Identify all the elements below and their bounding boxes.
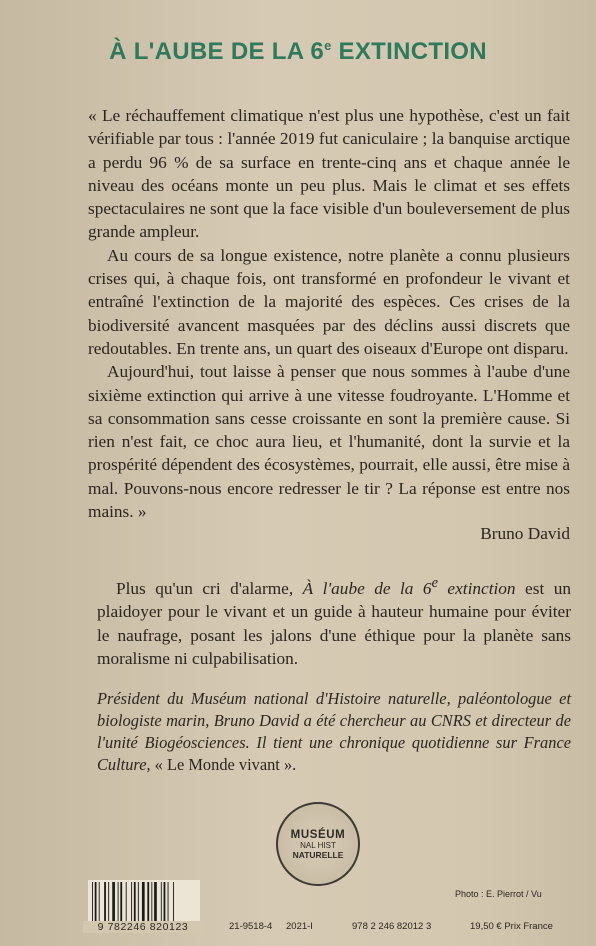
barcode-bar <box>104 882 106 926</box>
barcode-bar <box>161 882 162 926</box>
seal-line-2: NAL HIST <box>300 840 336 850</box>
blurb-paragraph <box>97 572 571 671</box>
bio-text: Président du Muséum national d'Histoire naturelle, paléontologue et biologiste marin, Bruno David a été chercheur au CNRS et directeur de l'unité Biogéosciences. Il tient une chronique quotidienne sur France Culture, <box>97 689 571 774</box>
museum-seal-logo <box>276 802 360 886</box>
blurb-book-title <box>302 575 516 598</box>
quote-block <box>88 104 570 523</box>
barcode-bar <box>126 882 127 926</box>
barcode-bar <box>168 882 169 926</box>
barcode-bar <box>131 882 132 926</box>
bio-show-name: « Le Monde vivant » <box>154 755 293 774</box>
barcode-bar <box>142 882 145 926</box>
barcode-bar <box>151 882 152 926</box>
edition-code: 2021-I <box>286 921 313 932</box>
barcode-bar <box>108 882 109 926</box>
barcode-bar <box>164 882 166 926</box>
isbn: 978 2 246 82012 3 <box>352 921 432 932</box>
title-superscript: e <box>324 38 332 53</box>
seal-line-3: NATURELLE <box>292 849 344 860</box>
price: 19,50 € Prix France <box>470 921 553 932</box>
seal-line-1: MUSÉUM <box>290 828 346 841</box>
barcode-bar <box>120 882 122 926</box>
quote-author: Bruno David <box>480 524 570 543</box>
barcode-bar <box>112 882 115 926</box>
photo-credit: Photo : E. Pierrot / Vu <box>455 889 542 899</box>
barcode-number: 9 782246 820123 <box>83 921 203 933</box>
barcode-bar <box>138 882 139 926</box>
barcode-bar <box>154 882 157 926</box>
blurb-book-title-text: À l'aube de la 6 <box>302 578 432 598</box>
title-text: À L'AUBE DE LA 6 <box>109 38 325 65</box>
barcode-bar <box>95 882 97 926</box>
quote-paragraph-3: Aujourd'hui, tout laisse à penser que nous sommes à l'aube d'une sixième extinction qui arrive à une vitesse foudroyante. L'Homme et sa consommation sans cesse croissante en sont la première cause. Si rien n'est fait, ce choc aura lieu, et l'humanité, dont la survie et la prospérité dépendent des écosystèmes, pourrait, elle aussi, être mise à mal. Pouvons-nous encore redresser le tir ? La réponse est entre nos mains. » <box>88 362 570 522</box>
barcode-bar <box>99 882 100 926</box>
barcode-bar <box>118 882 119 926</box>
quote-paragraph-1: « Le réchauffement climatique n'est plus une hypothèse, c'est un fait vérifiable par tous : l'année 2019 fut caniculaire ; la banquise arctique a perdu 96 % de sa surface en trente-cinq ans et chaque année le niveau des océans monte un peu plus. Mais le climat et ses effets spectaculaires ne sont que la face visible d'un bouleversement de plus grande ampleur. <box>88 106 570 242</box>
barcode-bar <box>92 882 93 926</box>
bio-end: . <box>292 755 297 774</box>
author-bio <box>97 688 571 776</box>
blurb-book-title-sup: e <box>431 575 438 591</box>
barcode-bar <box>173 882 174 926</box>
book-blurb <box>97 572 571 671</box>
blurb-rest: est un plaidoyer pour le vivant et un guide à hauteur humaine pour éviter le naufrage, posant les jalons d'une éthique pour la planète sans moralisme ni culpabilisation. <box>97 578 571 669</box>
quote-paragraph-2: Au cours de sa longue existence, notre planète a connu plusieurs crises qui, à chaque fois, ont transformé en profondeur le vivant et entraîné l'extinction de la majorité des espèces. Ces crises de la biodiversité avancent masquées par des déclins aussi discrets que redoutables. En trente ans, un quart des oiseaux d'Europe ont disparu. <box>88 245 570 358</box>
blurb-book-title-end: extinction <box>437 578 516 598</box>
cover-title <box>0 38 596 66</box>
title-text-end: EXTINCTION <box>331 38 487 65</box>
barcode-bar <box>147 882 149 926</box>
barcode-bar <box>134 882 136 926</box>
blurb-lead: Plus qu'un cri d'alarme, <box>116 578 303 598</box>
internal-code: 21-9518-4 <box>229 921 273 932</box>
